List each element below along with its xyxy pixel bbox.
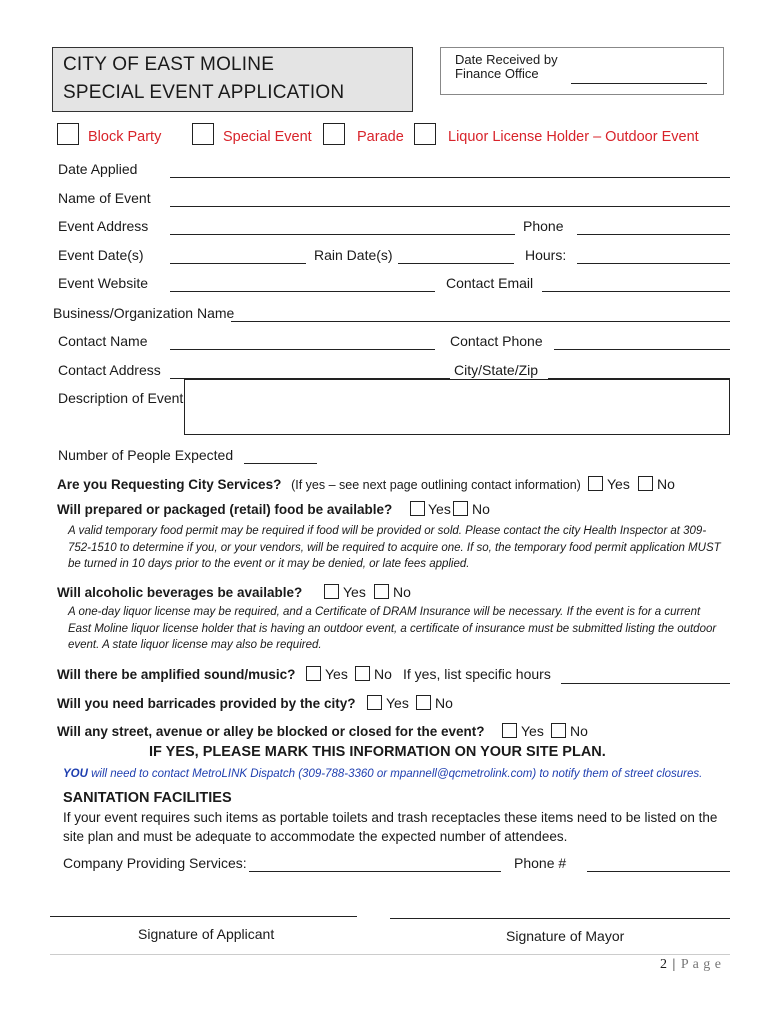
date-applied-label: Date Applied <box>58 161 138 177</box>
contact-email-field[interactable] <box>542 291 730 292</box>
liquor-outdoor-checkbox[interactable] <box>414 123 436 145</box>
city-services-yes-label: Yes <box>607 476 630 492</box>
event-dates-field[interactable] <box>170 263 306 264</box>
food-yes-label: Yes <box>428 501 451 517</box>
event-address-label: Event Address <box>58 218 149 234</box>
food-question: Will prepared or packaged (retail) food be available? <box>57 502 393 517</box>
contact-name-label: Contact Name <box>58 333 148 349</box>
sanitation-heading: SANITATION FACILITIES <box>63 790 232 806</box>
food-yes-checkbox[interactable] <box>410 501 425 516</box>
block-party-checkbox[interactable] <box>57 123 79 145</box>
page-word: P a g e <box>680 957 722 972</box>
hours-field[interactable] <box>577 263 730 264</box>
contact-address-label: Contact Address <box>58 362 161 378</box>
company-label: Company Providing Services: <box>63 855 247 871</box>
contact-name-field[interactable] <box>170 349 435 350</box>
hours-label: Hours: <box>525 247 567 263</box>
company-field[interactable] <box>249 871 501 872</box>
people-expected-label: Number of People Expected <box>58 447 234 463</box>
city-services-note: (If yes – see next page outlining contact information) <box>291 478 581 492</box>
food-no-label: No <box>472 501 490 517</box>
parade-label: Parade <box>357 129 404 145</box>
street-yes-checkbox[interactable] <box>502 723 517 738</box>
special-event-checkbox[interactable] <box>192 123 214 145</box>
street-yes-label: Yes <box>521 723 544 739</box>
footer-divider <box>50 954 730 955</box>
business-name-label: Business/Organization Name <box>53 305 235 321</box>
sound-hours-field[interactable] <box>561 683 730 684</box>
event-name-label: Name of Event <box>58 190 151 206</box>
sound-question: Will there be amplified sound/music? <box>57 667 296 682</box>
sound-hours-label: If yes, list specific hours <box>403 666 551 682</box>
people-expected-field[interactable] <box>244 463 317 464</box>
alcohol-no-label: No <box>393 584 411 600</box>
business-name-field[interactable] <box>231 321 730 322</box>
contact-phone-field[interactable] <box>554 349 730 350</box>
alcohol-yes-label: Yes <box>343 584 366 600</box>
mayor-signature-line[interactable] <box>390 918 730 919</box>
food-no-checkbox[interactable] <box>453 501 468 516</box>
sanitation-body: If your event requires such items as portable toilets and trash receptacles these items need to be listed on the site plan and must be adequate to accommodate the expected number of attendees. <box>63 810 718 844</box>
description-textarea[interactable] <box>184 379 730 435</box>
sound-no-checkbox[interactable] <box>355 666 370 681</box>
city-services-text: Are you Requesting City Services? <box>57 477 282 492</box>
block-party-label: Block Party <box>88 129 162 145</box>
metrolink-you: YOU <box>63 768 88 780</box>
event-name-field[interactable] <box>170 206 730 207</box>
city-services-no-checkbox[interactable] <box>638 476 653 491</box>
barricades-yes-checkbox[interactable] <box>367 695 382 710</box>
event-address-field[interactable] <box>170 234 515 235</box>
alcohol-no-checkbox[interactable] <box>374 584 389 599</box>
title-line-2: SPECIAL EVENT APPLICATION <box>63 82 345 103</box>
sanitation-phone-field[interactable] <box>587 871 730 872</box>
barricades-no-label: No <box>435 695 453 711</box>
barricades-question: Will you need barricades provided by the city? <box>57 696 356 711</box>
liquor-outdoor-label: Liquor License Holder – Outdoor Event <box>448 129 699 145</box>
metrolink-notice <box>63 768 702 780</box>
site-plan-notice: IF YES, PLEASE MARK THIS INFORMATION ON YOUR SITE PLAN. <box>149 744 606 760</box>
sound-yes-checkbox[interactable] <box>306 666 321 681</box>
city-services-no-label: No <box>657 476 675 492</box>
sanitation-phone-label: Phone # <box>514 855 567 871</box>
street-no-checkbox[interactable] <box>551 723 566 738</box>
applicant-signature-line[interactable] <box>50 916 357 917</box>
parade-checkbox[interactable] <box>323 123 345 145</box>
title-line-1: CITY OF EAST MOLINE <box>63 54 275 75</box>
date-received-line[interactable] <box>571 83 707 84</box>
street-question: Will any street, avenue or alley be blocked or closed for the event? <box>57 724 485 739</box>
rain-date-field[interactable] <box>398 263 514 264</box>
barricades-no-checkbox[interactable] <box>416 695 431 710</box>
alcohol-question: Will alcoholic beverages be available? <box>57 585 303 600</box>
street-no-label: No <box>570 723 588 739</box>
event-dates-label: Event Date(s) <box>58 247 144 263</box>
city-services-question <box>57 477 581 492</box>
rain-date-label: Rain Date(s) <box>314 247 393 263</box>
alcohol-note: A one-day liquor license may be required, and a Certificate of DRAM Insurance will be necessary. If the event is for a current East Moline liquor license holder that is having an outdoor event, a certificate of insurance must be submitted listing the outdoor event. A state liquor license may also be required. <box>68 606 717 651</box>
title-box <box>52 47 413 112</box>
event-website-field[interactable] <box>170 291 435 292</box>
sound-no-label: No <box>374 666 392 682</box>
date-applied-field[interactable] <box>170 177 730 178</box>
food-note: A valid temporary food permit may be required if food will be provided or sold. Please contact the city Health Inspector at 309-752-1510 to determine if you, or your vendors, will be required to acquire one. If so, the temporary food permit application MUST be turned in 10 days prior to the event or it may be denied, or late fees applied. <box>68 525 721 570</box>
received-label-1: Date Received by <box>455 52 558 67</box>
description-label: Description of Event <box>58 390 184 406</box>
special-event-label: Special Event <box>223 129 312 145</box>
city-services-yes-checkbox[interactable] <box>588 476 603 491</box>
page-footer: 2 | P a g e <box>660 957 722 972</box>
phone-label: Phone <box>523 218 564 234</box>
metrolink-text: will need to contact MetroLINK Dispatch (309-788-3360 or mpannell@qcmetrolink.com) to notify them of street closures. <box>87 768 703 780</box>
received-label-2: Finance Office <box>455 66 539 81</box>
mayor-signature-label: Signature of Mayor <box>506 928 625 944</box>
barricades-yes-label: Yes <box>386 695 409 711</box>
date-received-box <box>440 47 724 95</box>
page-number: 2 <box>660 957 667 972</box>
applicant-signature-label: Signature of Applicant <box>138 926 275 942</box>
sound-yes-label: Yes <box>325 666 348 682</box>
event-website-label: Event Website <box>58 275 149 291</box>
phone-field[interactable] <box>577 234 730 235</box>
contact-phone-label: Contact Phone <box>450 333 543 349</box>
alcohol-yes-checkbox[interactable] <box>324 584 339 599</box>
contact-email-label: Contact Email <box>446 275 534 291</box>
city-state-zip-label: City/State/Zip <box>454 362 539 378</box>
